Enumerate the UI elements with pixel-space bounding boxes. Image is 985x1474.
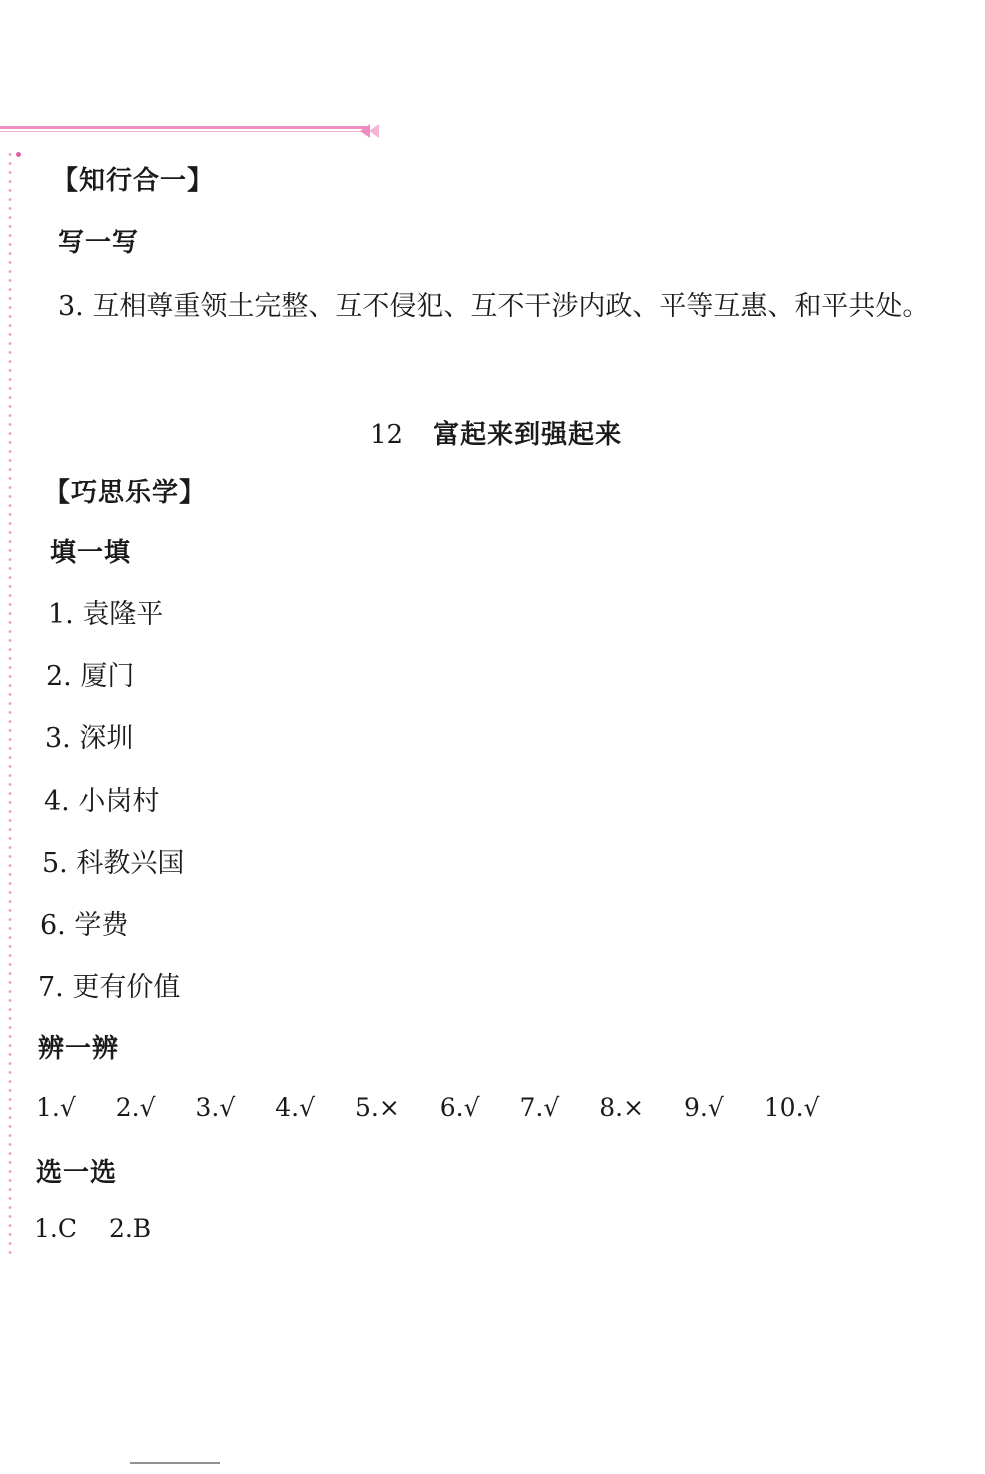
choose-item: 2.B: [108, 1214, 152, 1243]
judge-item: 8.×: [599, 1093, 645, 1122]
answer-line: 3. 互相尊重领土完整、互不侵犯、互不干涉内政、平等互惠、和平共处。: [58, 291, 930, 322]
subheading-judge: 辨一辨: [38, 1034, 120, 1064]
margin-dotted-border: [6, 150, 16, 1260]
header-rule: [0, 126, 368, 129]
judge-item: 1.√: [36, 1093, 76, 1122]
judge-item: 5.×: [355, 1093, 400, 1122]
arrow-ornament-icon: [360, 122, 386, 140]
judge-item: 6.√: [439, 1093, 480, 1122]
fill-item: 2. 厦门: [46, 661, 135, 692]
bottom-bracket-mark: [130, 1462, 220, 1470]
judge-item: 10.√: [763, 1093, 820, 1122]
subheading-choose: 选一选: [36, 1158, 118, 1188]
choose-item: 1.C: [34, 1214, 77, 1243]
fill-item: 6. 学费: [40, 910, 129, 941]
fill-item: 7. 更有价值: [38, 972, 181, 1003]
margin-dot-icon: [16, 152, 21, 157]
fill-item: 1. 袁隆平: [48, 599, 164, 630]
fill-item: 5. 科教兴国: [42, 848, 185, 879]
subheading-fill: 填一填: [50, 538, 132, 568]
choose-answers: [34, 1214, 175, 1243]
judge-item: 2.√: [115, 1093, 156, 1122]
lesson-title-text: 富起来到强起来: [433, 420, 623, 450]
judge-item: 4.√: [275, 1093, 316, 1122]
fill-item: 4. 小岗村: [44, 786, 160, 817]
judge-item: 7.√: [519, 1093, 560, 1122]
subheading-write: 写一写: [58, 228, 140, 258]
judge-item: 3.√: [195, 1093, 236, 1122]
judge-item: 9.√: [684, 1093, 724, 1122]
judge-answers: [36, 1093, 819, 1122]
fill-item: 3. 深圳: [45, 723, 134, 754]
lesson-title: [370, 414, 622, 451]
section-heading-qiaosi: 【巧思乐学】: [44, 478, 207, 508]
header-rule-thin: [0, 131, 362, 132]
lesson-number: 12: [370, 420, 404, 450]
section-heading-zhixing: 【知行合一】: [52, 166, 215, 196]
